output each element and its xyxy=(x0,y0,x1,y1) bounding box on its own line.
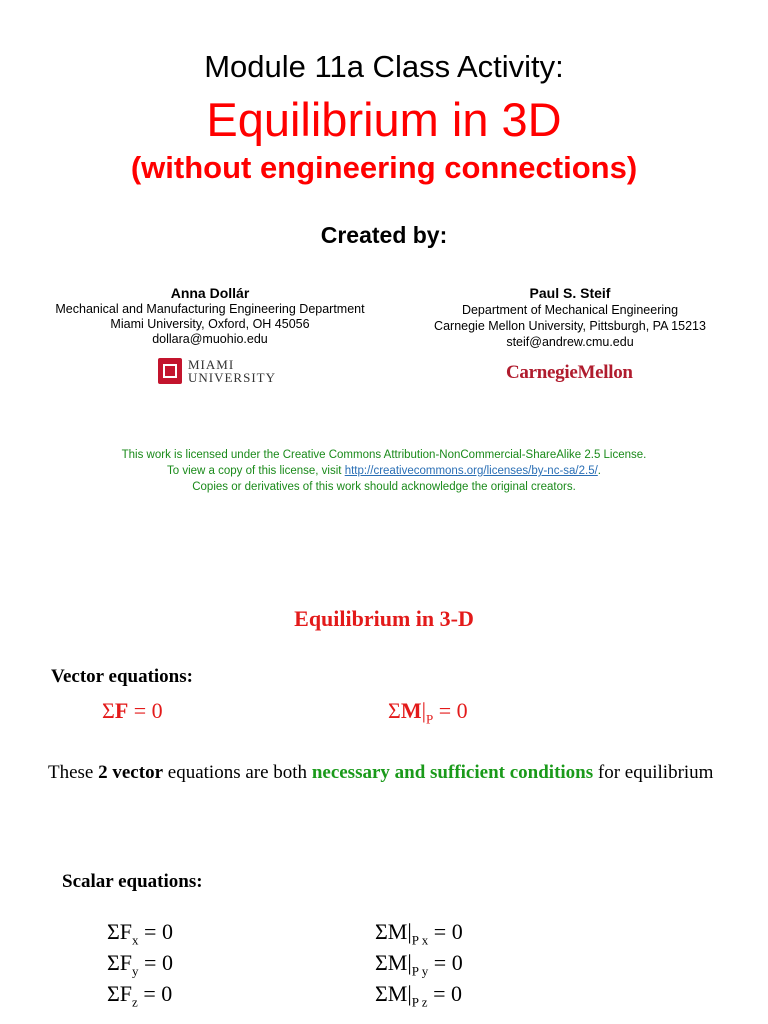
moment-vector-equation xyxy=(388,698,468,727)
subtitle: (without engineering connections) xyxy=(130,150,638,185)
eq-main: ΣF xyxy=(107,919,133,944)
author-right-university: Carnegie Mellon University, Pittsburgh, PA 15213 xyxy=(434,319,706,333)
miami-seal-icon xyxy=(158,358,182,384)
author-left-department: Mechanical and Manufacturing Engineering Department xyxy=(55,302,365,316)
eq-main: ΣF xyxy=(107,950,133,975)
author-right-block xyxy=(400,284,740,350)
body-text-bold: 2 vector xyxy=(98,762,164,783)
miami-logo-line2: UNIVERSITY xyxy=(188,370,276,385)
author-left-university: Miami University, Oxford, OH 45056 xyxy=(110,317,310,331)
created-by-heading: Created by: xyxy=(320,222,448,248)
equilibrium-conditions-text xyxy=(48,760,738,785)
moment-scalar-equation xyxy=(375,916,463,947)
force-scalar-equation xyxy=(107,916,173,947)
author-right-name: Paul S. Steif xyxy=(529,285,611,301)
eq-main: ΣM| xyxy=(375,919,412,944)
module-title: Module 11a Class Activity: xyxy=(204,49,564,84)
eq-subscript: x xyxy=(132,932,139,948)
body-text-3: equations are both xyxy=(163,762,312,783)
eq-subscript: z xyxy=(132,994,138,1010)
eq-rest: = 0 xyxy=(428,950,463,975)
eq-main: ΣF xyxy=(107,981,133,1006)
eq-subscript: P y xyxy=(411,963,429,979)
license-line2-suffix: . xyxy=(597,465,601,477)
equals-zero: = 0 xyxy=(128,698,163,723)
miami-logo-text xyxy=(188,358,276,384)
point-subscript: P xyxy=(425,711,434,727)
body-text-5: for equilibrium xyxy=(593,762,714,783)
sigma-symbol: Σ xyxy=(388,698,401,723)
force-scalar-equation xyxy=(107,947,173,978)
miami-university-logo xyxy=(158,356,276,386)
body-text-1: These xyxy=(48,762,99,783)
author-right-department: Department of Mechanical Engineering xyxy=(461,303,679,317)
moment-scalar-equations xyxy=(375,916,463,1009)
eq-main: ΣM| xyxy=(375,981,412,1006)
eq-subscript: P z xyxy=(411,994,428,1010)
body-text-highlight: necessary and sufficient conditions xyxy=(311,762,594,783)
license-link[interactable]: http://creativecommons.org/licenses/by-nc-sa/2.5/ xyxy=(344,465,598,477)
vector-equations-label: Vector equations: xyxy=(51,666,193,687)
scalar-equations-label: Scalar equations: xyxy=(62,871,203,892)
equilibrium-heading: Equilibrium in 3-D xyxy=(294,606,474,631)
equals-zero: = 0 xyxy=(433,698,468,723)
miami-logo-line1: MIAMI xyxy=(188,357,235,372)
main-title: Equilibrium in 3D xyxy=(206,93,562,146)
force-symbol: F xyxy=(114,698,129,723)
moment-symbol: M xyxy=(400,698,422,723)
evaluated-bar: | xyxy=(421,698,426,723)
carnegie-mellon-logo: CarnegieMellon xyxy=(506,362,633,383)
moment-scalar-equation xyxy=(375,947,463,978)
eq-subscript: y xyxy=(132,963,139,979)
moment-scalar-equation xyxy=(375,978,463,1009)
force-scalar-equations xyxy=(107,916,173,1009)
eq-rest: = 0 xyxy=(428,919,463,944)
force-scalar-equation xyxy=(107,978,173,1009)
license-line2-prefix: To view a copy of this license, visit xyxy=(167,465,345,477)
eq-main: ΣM| xyxy=(375,950,412,975)
eq-rest: = 0 xyxy=(138,919,173,944)
author-left-email: dollara@muohio.edu xyxy=(152,332,268,346)
eq-rest: = 0 xyxy=(137,981,173,1006)
license-line1: This work is licensed under the Creative Commons Attribution-NonCommercial-ShareAlike 2.5 License. xyxy=(121,449,647,461)
eq-rest: = 0 xyxy=(427,981,462,1006)
license-line3: Copies or derivatives of this work should acknowledge the original creators. xyxy=(192,481,576,493)
eq-rest: = 0 xyxy=(138,950,173,975)
eq-subscript: P x xyxy=(411,932,429,948)
license-line2 xyxy=(0,463,768,479)
author-left-block xyxy=(40,284,380,347)
license-notice xyxy=(0,447,768,495)
force-vector-equation xyxy=(102,698,163,724)
sigma-symbol: Σ xyxy=(102,698,115,723)
author-right-email: steif@andrew.cmu.edu xyxy=(506,335,634,349)
author-left-name: Anna Dollár xyxy=(170,285,250,301)
